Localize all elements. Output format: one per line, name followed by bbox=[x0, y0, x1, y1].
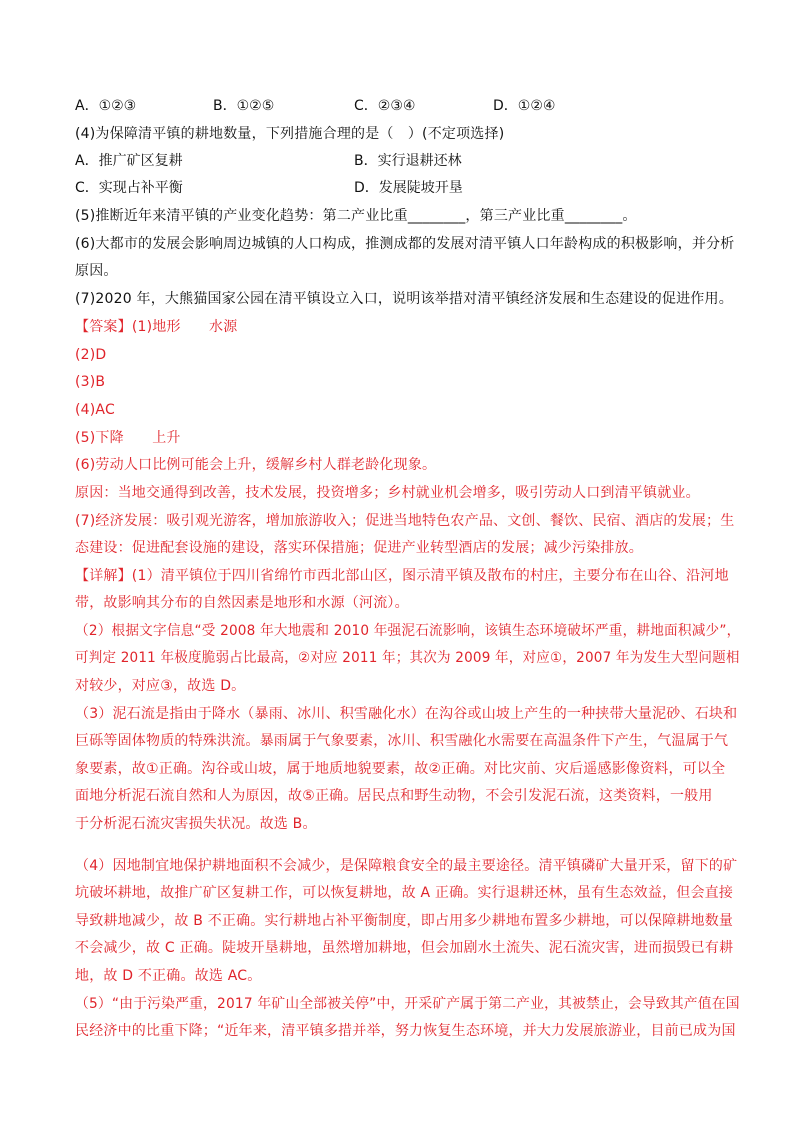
q3-option-d: D．①②④ bbox=[493, 98, 556, 114]
q4-option-d: D．发展陡坡开垦 bbox=[354, 180, 463, 196]
detail-3-line-5: 于分析泥石流灾害损失状况。故选 B。 bbox=[75, 816, 317, 832]
q3-option-a: A．①②③ bbox=[75, 98, 137, 114]
detail-2-line-2: 可判定 2011 年极度脆弱占比最高，②对应 2011 年；其次为 2009 年，对应①，2007 年为发生大型问题相 bbox=[75, 650, 740, 666]
detail-3-line-1: （3）泥石流是指由于降水（暴雨、冰川、积雪融化水）在沟谷或山坡上产生的一种挟带大量泥砂、石块和 bbox=[75, 706, 738, 722]
detail-4-line-4: 不会减少，故 C 正确。陡坡开垦耕地，虽然增加耕地，但会加剧水土流失、泥石流灾害，进而损毁已有耕 bbox=[75, 940, 734, 956]
q4-stem: (4)为保障清平镇的耕地数量，下列措施合理的是（ ）(不定项选择) bbox=[75, 126, 505, 142]
detail-4-line-2: 坑破坏耕地，故推广矿区复耕工作，可以恢复耕地，故 A 正确。实行退耕还林，虽有生态效益，但会直接 bbox=[75, 885, 734, 901]
detail-1-line-2: 带，故影响其分布的自然因素是地形和水源（河流）。 bbox=[75, 595, 409, 611]
q3-option-c: C．②③④ bbox=[354, 98, 416, 114]
detail-4-line-3: 导致耕地减少，故 B 不正确。实行耕地占补平衡制度，即占用多少耕地布置多少耕地，可以保障耕地数量 bbox=[75, 913, 734, 929]
q4-option-a: A．推广矿区复耕 bbox=[75, 153, 183, 169]
detail-2-line-3: 对较少，对应③，故选 D。 bbox=[75, 678, 246, 694]
detail-2-line-1: （2）根据文字信息“受 2008 年大地震和 2010 年强泥石流影响，该镇生态环境破坏严重，耕地面积减少”， bbox=[75, 623, 741, 639]
answer-2: (2)D bbox=[75, 347, 107, 363]
detail-1-line-1: 【详解】(1）清平镇位于四川省绵竹市西北部山区，图示清平镇及散布的村庄，主要分布在山谷、沿河地 bbox=[75, 568, 729, 584]
answer-4: (4)AC bbox=[75, 402, 115, 418]
answer-5: (5)下降 上升 bbox=[75, 430, 181, 446]
q7-text: (7)2020 年，大熊猫国家公园在清平镇设立入口，说明该举措对清平镇经济发展和生态建设的促进作用。 bbox=[75, 291, 733, 307]
answer-6: (6)劳动人口比例可能会上升，缓解乡村人群老龄化现象。 bbox=[75, 457, 437, 473]
answer-7-line-1: (7)经济发展：吸引观光游客，增加旅游收入；促进当地特色农产品、文创、餐饮、民宿、酒店的发展；生 bbox=[75, 513, 735, 529]
detail-5-line-1: （5）“由于污染严重，2017 年矿山全部被关停”中，开采矿产属于第二产业，其被禁止，会导致其产值在国 bbox=[75, 996, 740, 1012]
q3-option-b: B．①②⑤ bbox=[213, 98, 275, 114]
answer-6-reason: 原因：当地交通得到改善，技术发展，投资增多；乡村就业机会增多，吸引劳动人口到清平镇就业。 bbox=[75, 485, 700, 501]
q6-line-1: (6)大都市的发展会影响周边城镇的人口构成，推测成都的发展对清平镇人口年龄构成的积极影响，并分析 bbox=[75, 236, 735, 252]
q6-line-2: 原因。 bbox=[75, 263, 118, 279]
detail-3-line-3: 象要素，故①正确。沟谷或山坡，属于地质地貌要素，故②正确。对比灾前、灾后遥感影像资料，可以全 bbox=[75, 761, 726, 777]
detail-5-line-2: 民经济中的比重下降；“近年来，清平镇多措并举，努力恢复生态环境，并大力发展旅游业，目前已成为国 bbox=[75, 1023, 736, 1039]
detail-4-line-5: 地，故 D 不正确。故选 AC。 bbox=[75, 968, 262, 984]
q4-option-b: B．实行退耕还林 bbox=[354, 153, 462, 169]
answer-label: 【答案】 bbox=[75, 319, 132, 335]
answer-7-line-2: 态建设：促进配套设施的建设，落实环保措施；促进产业转型酒店的发展；减少污染排放。 bbox=[75, 540, 643, 556]
detail-3-line-2: 巨砾等固体物质的特殊洪流。暴雨属于气象要素，冰川、积雪融化水需要在高温条件下产生，气温属于气 bbox=[75, 733, 729, 749]
answer-1: (1)地形 水源 bbox=[131, 319, 238, 335]
answer-3: (3)B bbox=[75, 374, 106, 390]
detail-3-line-4: 面地分析泥石流自然和人为原因，故⑤正确。居民点和野生动物，不会引发泥石流，这类资料，一般用 bbox=[75, 788, 713, 804]
detail-4-line-1: （4）因地制宜地保护耕地面积不会减少，是保障粮食安全的最主要途径。清平镇磷矿大量开采，留下的矿 bbox=[75, 858, 738, 874]
q4-option-c: C．实现占补平衡 bbox=[75, 180, 183, 196]
q5-text: (5)推断近年来清平镇的产业变化趋势：第二产业比重________，第三产业比重________。 bbox=[75, 208, 637, 224]
answer-line-1 bbox=[75, 317, 237, 337]
